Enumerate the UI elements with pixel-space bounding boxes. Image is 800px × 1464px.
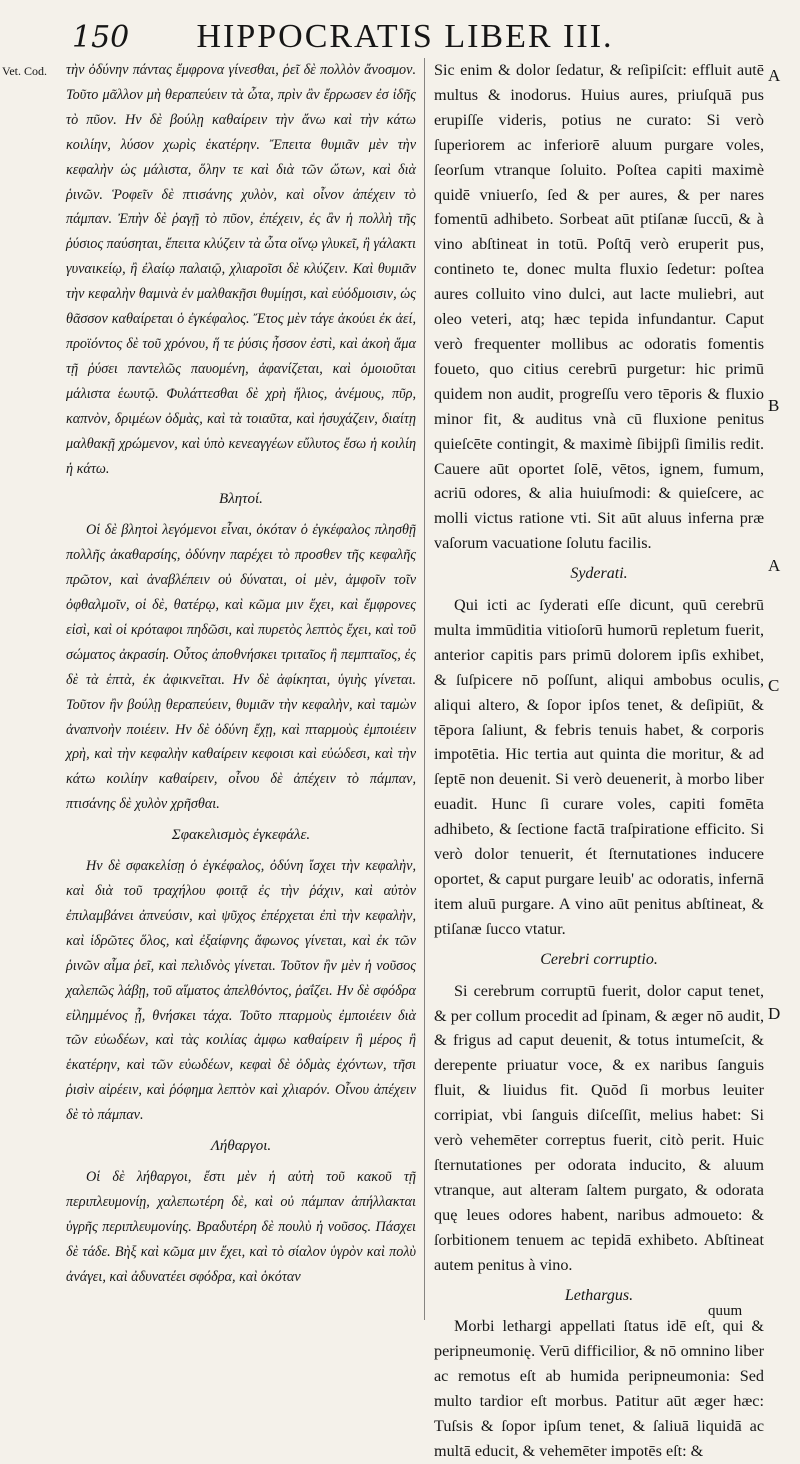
greek-heading-sphakelismos: Σφακελισμὸς ἐγκεφάλε. — [171, 827, 311, 844]
latin-column — [434, 58, 764, 1464]
margin-letter-a: A — [768, 66, 781, 85]
column-divider — [424, 58, 425, 1320]
margin-letter-c: C — [768, 676, 780, 695]
running-title: HIPPOCRATIS LIBER III. — [196, 18, 614, 55]
latin-paragraph: Qui icti ac ſyderati eſſe dicunt, quū cerebrū multa immūditia vitioſorū humorū repletum fuerit, anterior capitis pars primū dolorem ipſis exhibet, & ſuſpicere nō poſſunt, aliqui ambobus oculis, aliqui altero, & ſopor ipſos tenet, & deſipiūt, & tēpora ſaliunt, & febris tenuis habet, & corporis impotētia. Hic tertia aut quinta die moritur, & ad ſeptē non deuenit. Si verò deuenerit, à morbo liber euadit. Hunc ſi curare voles, capiti fomēta adhibeto, & ſectione factā traſpiratione efficito. Si verò dolor tenuerit, ét ſternutationes inducere oportet, & caput purgare leuib' ac odoratis, infernā item aluū purgare. A vino aūt penitus abſtineat, & ptiſanæ ſucco vtatur. — [434, 596, 764, 938]
greek-heading-blitoi: Βλητοί. — [219, 491, 263, 508]
margin-note-vet-cod: Vet. Cod. — [2, 64, 47, 78]
greek-paragraph: Οἱ δὲ βλητοὶ λεγόμενοι εἶναι, ὁκόταν ὁ ἐγκέφαλος πλησθῇ πολλῆς ἀκαθαρσίης, ὀδύνην παρέχει τὸ προσθεν τῆς κεφαλῆς πρῶτον, καὶ ἀναβλέπειν οὐ δύναται, οἱ μὲν, ἀμφοῖν τοῖν ὀφθαλμοῖν, οἱ δὲ, θατέρῳ, καὶ κῶμα μιν ἔχει, καὶ ἔμφρονες εἰσὶ, καὶ οἱ κρόταφοι πηδῶσι, καὶ πυρετὸς λεπτὸς ἔχει, καὶ τοῦ σώματος ἀκρασίη. Οὗτος ἀποθνήσκει τριταῖος ἢ πεμπταῖος, ἐς δὲ τὰ ἑπτὰ, ἐκ ἀφικνεῖται. Ην δὲ ἀφίκηται, ὑγιὴς γίνεται. Τοῦτον ἢν βούλῃ θεραπεύειν, θυμιᾶν τὴν κεφαλὴν, καὶ ταμὼν ἀναπνοὴν ποιέειν. Ην δὲ ὀδύνη ἔχῃ, καὶ πταρμοὺς ἐμποιέειν χρὴ, καὶ τὴν κεφαλὴν καθαίρειν κεφοισι καὶ εὐώδεσι, καὶ τὴν κάτω κοιλίην καθαίρειν, οἶνου δὲ ἀπέχειν τὸ πάμπαν, πτισάνης δὲ χυλὸν χρῆσθαι. — [66, 522, 416, 813]
latin-paragraph: Si cerebrum corruptū fuerit, dolor caput tenet, & per collum procedit ad ſpinam, & æger nō audit, & frigus ad caput deuenit, & totus intumeſcit, & derepente priuatur voce, & ex naribus ſanguis fluit, & liuidus fit. Quōd ſi morbus leuiter corripiat, vbi ſanguis diſceſſit, melius habet: Si verò vehemēter correptus fuerit, citò perit. Huic ſternutationes per odorata inducito, & aluum vtranque, aut alteram ſaltem purgato, & odorata quę leues odores habent, naribus admoueto: & ſorbitionem tenuem ac tepidā exhibeto. Abſtineat autem penitus à vino. — [434, 981, 764, 1274]
latin-heading-cerebri: Cerebri corruptio. — [540, 950, 658, 968]
greek-paragraph: Οἱ δὲ λήθαργοι, ἔστι μὲν ἡ αὐτὴ τοῦ κακοῦ τῇ περιπλευμονίῃ, χαλεπωτέρη δὲ, καὶ οὐ πάμπαν ἀπήλλακται ὑγρῆς περιπλευμονίης. Βραδυτέρη δὲ πουλὺ ἡ νοῦσος. Πάσχει δὲ τάδε. Βὴξ καὶ κῶμα μιν ἔχει, καὶ τὸ σίαλον ὑγρὸν καὶ πολὺ ἀνάγει, καὶ ἀδυνατέει σφόδρα, καὶ ὁκόταν — [66, 1168, 416, 1285]
margin-letter-b: B — [768, 396, 780, 415]
greek-paragraph: Ην δὲ σφακελίσῃ ὁ ἐγκέφαλος, ὀδύνη ἴσχει τὴν κεφαλὴν, καὶ διὰ τοῦ τραχήλου φοιτᾷ ἐς τὴν ῥάχιν, καὶ αὐτὸν ἐπιλαμβάνει ἀπνεύσιν, καὶ ψῦχος ἐπέρχεται ἐπὶ τὴν κεφαλὴν, καὶ ἱδρῶτες ὅλος, καὶ ἐξαίφνης ἄφωνος γίνεται, καὶ ἐκ τῶν ῥινῶν αἷμα ῥεῖ, καὶ πελιδνὸς γίνεται. Τοῦτον ἢν μὲν ἡ νοῦσος χαλεπῶς λάβῃ, τοῦ αἵματος ἀπελθόντος, ῥαΐζει. Ην δὲ σφόδρα εἰλημμένος ᾖ, θνήσκει τάχα. Τοῦτο πταρμοὺς ἐμποιέειν διὰ τῶν εὐωδέων, καὶ τὰς κοιλίας ἀμφω καθαίρειν ἢ μέρος ἢ ἑκατέρην, καὶ τῶν εὐωδέων, κεφαὶ δὲ ὀδμὰς ἐχόντων, τῆσι ῥισὶν αἰρέειν, καὶ ῥόφημα λεπτὸν καὶ χλιαρόν. Οἶνου ἀπέχειν δὲ τὸ πάμπαν. — [66, 858, 416, 1124]
latin-heading-syderati: Syderati. — [570, 565, 628, 583]
catchword: quum — [708, 1303, 743, 1319]
latin-paragraph: Sic enim & dolor ſedatur, & reſipiſcit: effluit autē multus & inodorus. Huius aures, priuſquā pus erupiſſe videris, potius ne curato: Si verò ſuperiorem ac inferiorē aluum purgare voles, ſeorſum vtranque ſoluito. Poſtea capiti maximè quidē vniuerſo, ſed & per aures, & per nares fomentū adhibeto. Sorbeat aūt ptiſanæ ſuccū, & à vino abſtineat in totū. Poſtq̄ verò eruperit pus, contineto te, donec multa fluxio ſedetur: poſtea aures colluito vino dulci, aut lacte muliebri, aut oleo veteri, atq; hæc tepida infundantur. Caput verò frequenter mollibus ac odoratis fomentis foueto, quo citius cerebrū purgetur: hic primū quidem non audit, progreſſu vero tēporis & fluxio minor fit, & auditus vnà cū fluxione penitus quieſcēte contingit, & maximè ſibijpſi ſimilis redit. Cauere aūt oportet ſolē, vētos, ignem, fumum, acriū odores, & alia huiuſmodi: & quieſcere, ac molli victus ratione vti. Sit aūt aluus inferna præ vaſorum vacuatione ſolutu facilis. — [434, 61, 764, 553]
greek-paragraph: τὴν ὀδύνην πάντας ἔμφρονα γίνεσθαι, ῥεῖ δὲ πολλὸν ἄνοσμον. Τοῦτο μᾶλλον μὴ θεραπεύειν τὰ ὦτα, πρὶν ἂν ἔρρωσεν ἐσ ἰδῆς τὸ πῦον. Ην δὲ βούλῃ καθαίρειν τὴν ἄνω καὶ τὴν κάτω κοιλίην, λύσον χωρὶς ἑκατέρην. Ἔπειτα θυμιᾶν μὲν τὴν κεφαλὴν ὡς μάλιστα, ὅλην τε καὶ διὰ τῶν ὤτων, καὶ διὰ ῥινῶν. Ῥοφεῖν δὲ πτισάνης χυλὸν, καὶ οἶνον ἀπέχειν τὸ πάμπαν. Ἐπὴν δὲ ῥαγῇ τὸ πῦον, ἐπέχειν, ἐς ἂν ἡ πολλὴ τῆς ῥύσιος παύσηται, ἔπειτα κλύζειν τὰ ὦτα οἴνῳ γλυκεῖ, ἢ γάλακτι γυναικείῳ, ἢ ἐλαίῳ παλαιῷ, χλιαροῖσι δὲ κλύζειν. Καὶ θυμιᾶν τὴν κεφαλὴν θαμινὰ ἐν μαλθακῇσι θυμίῃσι, καὶ εὐόδμοισιν, ὡς θᾶσσον καθαίρεται ὁ ἐγκέφαλος. Ἔτος μὲν τάγε ἀκούει ἐκ ἀεί, προϊόντος δὲ τοῦ χρόνου, ἥ τε ῥύσις ἧσσον ἐστὶ, καὶ ἀκοὴ ἅμα τῇ ῥύσει παντελῶς παυομένη, ἀφανίζεται, καὶ ὁμοιοῦται μάλιστα ἑωυτῷ. Φυλάττεσθαι δὲ χρὴ ἥλιος, ἀνέμους, πῦρ, καπνὸν, δριμέων ὀδμὰς, καὶ τὰ τοιαῦτα, καὶ ἡσυχάζειν, διαίτῃ μαλθακῇ χρώμενον, καὶ ὑπὸ κενεαγγέων εὔλυτος ἔσω ἡ κοιλίη ἡ κάτω. — [66, 62, 416, 477]
margin-letter-a2: A — [768, 556, 781, 575]
latin-paragraph: Morbi lethargi appellati ſtatus idē eſt, qui & peripneumonię. Verū difficilior, & nō omnino liber ac remotus eſt ab humida peripneumonia: Sed multo tardior eſt morbus. Patitur aūt æger hæc: Tuſsis & ſopor ipſum tenet, & ſaliuā liquidā ac multā educit, & vehemēter impotēs eſt: & — [434, 1317, 764, 1460]
greek-heading-lethargoi: Λήθαργοι. — [210, 1138, 272, 1155]
latin-heading-lethargus: Lethargus. — [564, 1286, 634, 1304]
margin-letter-d: D — [768, 1004, 781, 1023]
greek-column — [66, 58, 416, 1290]
page-header — [60, 16, 750, 56]
page-number: 150 — [72, 20, 130, 55]
